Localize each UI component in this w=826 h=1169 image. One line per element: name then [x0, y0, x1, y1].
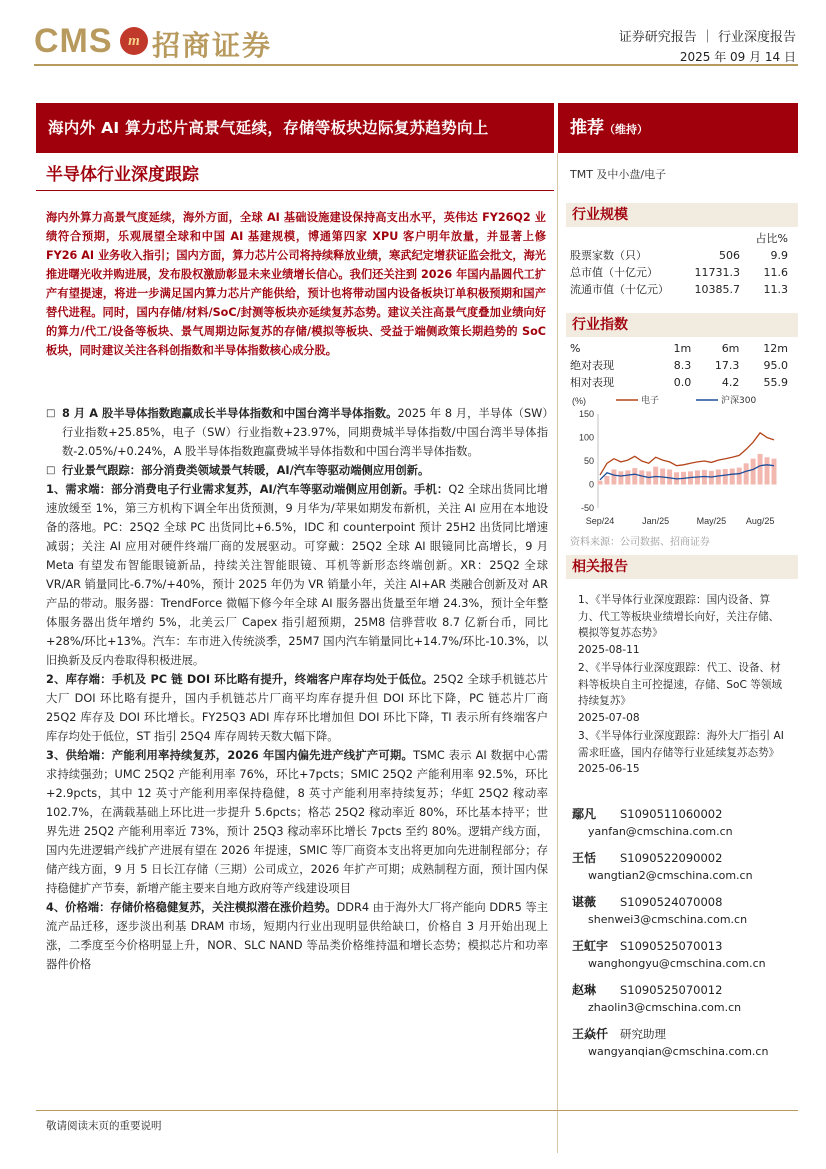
analyst-name: 赵琳: [572, 983, 597, 997]
related-report-item[interactable]: [578, 592, 784, 658]
index-row: [570, 374, 788, 391]
index-cell: 17.3: [714, 359, 740, 372]
analyst-email[interactable]: yanfan@cmschina.com.cn: [588, 825, 733, 838]
y-tick-label: 100: [578, 432, 594, 443]
index-cell: 0.0: [673, 376, 692, 389]
paragraph-lead: 3、供给端：产能利用率持续复苏，2026 年国内偏先进产线扩产可期。: [46, 749, 414, 762]
analyst-list: [572, 805, 792, 1069]
related-reports-heading: 相关报告: [566, 555, 798, 579]
scale-cell: 流通市值（十亿元）: [570, 283, 669, 296]
excess-bar: [730, 469, 735, 485]
report-subtitle: 半导体行业深度跟踪: [46, 165, 199, 185]
scale-cell: 11.3: [763, 283, 788, 296]
legend-label: 电子: [641, 396, 660, 406]
excess-bar: [604, 476, 609, 484]
index-cell: 55.9: [763, 376, 788, 389]
paragraph-text: 2025 年 8 月，半导体（SW）行业指数+25.85%，电子（SW）行业指数+23.97%，同期费城半导体指数/中国台湾半导体指数-2.05%/+0.24%，A 股半导体指数跑赢费城半导体指数和中国台湾半导体指数。: [62, 407, 548, 458]
header-divider: [34, 64, 798, 66]
index-cell: 绝对表现: [570, 359, 614, 372]
excess-bar: [716, 469, 721, 484]
rating-badge: 推荐（维持）: [558, 103, 798, 153]
summary-paragraph: 海内外算力高景气度延续，海外方面，全球 AI 基础设施建设保持高支出水平，英伟达 FY26Q2 业绩符合预期，乐观展望全球和中国 AI 基建规模，博通第四家 XPU 客户明年放量，并显著上修 FY26 AI 业务收入指引；国内方面，算力芯片公司将持续释放业绩，寒武纪定增获证监会批文，海光推进曙光收并购进展，发布股权激励彰显未来业绩增长信心。我们还关注到 2026 年国内晶圆代工扩产有望提速，将进一步满足国内算力芯片产能供给，预计也将带动国内设备板块订单积极预期和国产替代进程。同时，国内存储/材料/SoC/封测等板块亦延续复苏态势。建议关注高景气度叠加业绩向好的算力/代工/设备等板块、景气周期边际复苏的存储/模拟等板块、受益于端侧政策长期趋势的 SoC 板块，同时建议关注各科创指数和半导体指数核心成分股。: [46, 211, 546, 357]
index-cell: 4.2: [721, 376, 740, 389]
y-tick-label: 150: [578, 409, 594, 419]
body-paragraph: [46, 480, 548, 670]
x-tick-label: Aug/25: [745, 516, 775, 526]
industry-scale-heading: 行业规模: [566, 203, 798, 227]
footer-note: 敬请阅读末页的重要说明: [46, 1120, 162, 1132]
sector-tag: TMT 及中小盘/电子: [570, 168, 667, 181]
column-divider: [557, 153, 558, 1153]
index-chart: [566, 392, 792, 532]
paragraph-lead: 1、需求端：部分消费电子行业需求复苏，AI/汽车等驱动端侧应用创新。手机：: [46, 483, 449, 496]
logo-cms: CMS: [34, 22, 113, 60]
index-header-cell: 6m: [721, 342, 740, 355]
body-paragraph: [46, 746, 548, 898]
index-row: [570, 357, 788, 374]
excess-bar: [751, 459, 756, 485]
scale-row: [570, 247, 788, 264]
paragraph-text: TSMC 表示 AI 数据中心需求持续强劲；UMC 25Q2 产能利用率 76%，环比+7pcts；SMIC 25Q2 产能利用率 92.5%，环比+2.9pcts，其中 12 英寸产能利用率保持稳健，8 英寸产能利用率持续复苏；华虹 25Q2 稼动率 102.7%，在满载基础上环比进一步提升 5.6pcts；格芯 25Q2 稼动率近 80%，环比基本持平；世界先进 25Q2 产能利用率近 73%，预计 25Q3 稼动率环比增长 7pcts 至约 80%。逻辑产线方面，国内先进逻辑产线扩产进展有望在 2026 年提速，SMIC 等厂商资本支出将更加向先进制程部分；存储产线方面，9 月 5 日长江存储（三期）公司成立，2026 年扩产可期；成熟制程方面，预计国内保持稳健扩产节奏，新增产能主要来自地方政府等产线建设项目: [46, 749, 548, 895]
report-title: 海内外 AI 算力芯片高景气延续，存储等板块边际复苏趋势向上: [36, 103, 554, 153]
body-paragraph: [46, 898, 548, 974]
analyst-email[interactable]: shenwei3@cmschina.com.cn: [588, 913, 748, 926]
x-tick-label: May/25: [696, 516, 727, 526]
excess-bar: [744, 463, 749, 484]
related-report-title: 2、《半导体行业深度跟踪：代工、设备、材料等板块自主可控提速，存储、SoC 等领域持续复苏》: [578, 662, 783, 707]
x-tick-label: Jan/25: [642, 516, 670, 526]
industry-index-table: [570, 340, 788, 391]
related-report-date: 2025-06-15: [578, 763, 640, 775]
footer-divider: [36, 1110, 798, 1111]
analyst-id: S1090525070012: [620, 983, 723, 997]
excess-bar: [639, 470, 644, 484]
excess-bar: [618, 471, 623, 484]
paragraph-text: DDR4 由于海外大厂将产能向 DDR5 等主流产品迁移，逐步淡出利基 DRAM 市场，短期内行业出现明显供给缺口，价格自 3 月开始出现上涨，二季度至今价格明显上升，NOR、SLC NAND 等品类价格维持温和增长态势；模拟芯片和功率器件价格: [46, 901, 548, 971]
excess-bar: [667, 469, 672, 484]
analyst-id: S1090524070008: [620, 895, 723, 909]
y-tick-label: -50: [580, 503, 594, 513]
excess-bar: [598, 481, 603, 485]
scale-unit: 占比%: [755, 232, 788, 245]
analyst-email[interactable]: wangyanqian@cmschina.com.cn: [588, 1045, 769, 1058]
analyst-email[interactable]: wangtian2@cmschina.com.cn: [588, 869, 753, 882]
analyst-entry: [572, 849, 792, 893]
analyst-id: 研究助理: [620, 1027, 666, 1041]
x-tick-label: Sep/24: [585, 516, 615, 526]
analyst-id: S1090511060002: [620, 807, 723, 821]
index-cell: 8.3: [673, 359, 692, 372]
excess-bar: [653, 467, 658, 485]
paragraph-lead: 2、库存端：手机及 PC 链 DOI 环比略有提升，终端客户库存均处于低位。: [46, 673, 434, 686]
scale-cell: 11.6: [763, 266, 788, 279]
scale-row: [570, 264, 788, 281]
excess-bar: [737, 468, 742, 485]
analyst-entry: [572, 893, 792, 937]
body-paragraph: [46, 670, 548, 746]
analyst-name: 王恬: [572, 851, 597, 865]
related-reports-list: [578, 592, 784, 780]
scale-cell: 11731.3: [694, 266, 740, 279]
related-report-date: 2025-07-08: [578, 711, 640, 724]
paragraph-text: 25Q2 全球手机链芯片大厂 DOI 环比略有提升，国内手机链芯片厂商平均库存提升但 DOI 环比下降，PC 链芯片厂商 25Q2 库存及 DOI 环比增长。FY25Q3 ADI 库存环比增加但 DOI 环比下降，TI 表示所有终端客户库存均处于低位，ST 指引 25Q4 库存周转天数大幅下降。: [46, 673, 549, 743]
index-cell: 95.0: [763, 359, 788, 372]
body-text: [46, 404, 548, 974]
analyst-name: 谌薇: [572, 895, 597, 909]
logo-mark-icon: m: [120, 27, 148, 55]
related-report-date: 2025-08-11: [578, 643, 640, 656]
subtitle-divider: [36, 190, 554, 191]
excess-bar: [765, 457, 770, 484]
paragraph-lead: 行业景气跟踪：部分消费类领域景气转暖，AI/汽车等驱动端侧应用创新。: [62, 464, 430, 477]
analyst-entry: [572, 1025, 792, 1069]
excess-bar: [723, 469, 728, 485]
scale-row: [570, 281, 788, 298]
paragraph-lead: 8 月 A 股半导体指数跑赢成长半导体指数和中国台湾半导体指数。: [62, 407, 398, 420]
analyst-name: 王焱仟: [572, 1027, 609, 1041]
paragraph-lead: 4、价格端：存储价格稳健复苏，关注模拟潜在涨价趋势。: [46, 901, 337, 914]
report-date: 2025 年 09 月 14 日: [679, 50, 796, 64]
index-header-cell: %: [570, 342, 581, 355]
analyst-entry: [572, 937, 792, 981]
index-header-cell: 12m: [763, 342, 788, 355]
industry-index-heading: 行业指数: [566, 313, 798, 337]
excess-bar: [625, 470, 630, 484]
analyst-email[interactable]: wanghongyu@cmschina.com.cn: [588, 957, 766, 970]
related-report-item[interactable]: [578, 728, 784, 778]
analyst-email[interactable]: zhaolin3@cmschina.com.cn: [588, 1001, 742, 1014]
excess-bar: [611, 469, 616, 484]
scale-cell: 总市值（十亿元）: [570, 266, 658, 279]
analyst-name: 鄢凡: [572, 807, 597, 821]
excess-bar: [758, 454, 763, 485]
related-report-title: 1、《半导体行业深度跟踪：国内设备、算力、代工等板块业绩增长向好，关注存储、模拟等复苏态势》: [578, 594, 780, 639]
analyst-entry: [572, 805, 792, 849]
scale-cell: 股票家数（只）: [570, 249, 647, 262]
scale-cell: 9.9: [770, 249, 788, 262]
body-paragraph: [46, 404, 548, 461]
analyst-name: 王虹宇: [572, 939, 609, 953]
legend-label: 沪深300: [721, 396, 757, 406]
y-tick-label: 50: [583, 456, 594, 466]
excess-bar: [632, 468, 637, 484]
paragraph-text: Q2 全球出货同比增速放缓至 1%，第三方机构下调全年出货预测，9 月华为/苹果如期发布新机，关注 AI 应用在本地设备的落地。PC：25Q2 全球 PC 出货同比+6.5%，IDC 和 counterpoint 预计 25H2 出货同比增速减弱；关注 AI 应用对硬件终端厂商的发展驱动。可穿戴：25Q2 全球 AI 眼镜同比高增长，9 月 Meta 有望发布智能眼镜新品，持续关注智能眼镜、耳机等新形态终端创新。XR：25Q2 全球 VR/AR 销量同比-6.7%/+40%，预计 2025 年仍为 VR 销量小年，关注 AI+AR 类融合创新及对 AR 产品的带动。服务器：TrendForce 微幅下修今年全球 AI 服务器出货量至年增 24.3%，预计全年整体服务器出货年增约 5%，北美云厂 Capex 指引超预期，25M8 信骅营收 8.7 亿新台币，同比+28%/环比+13%。汽车：车市进入传统淡季，25M7 国内汽车销量同比+14.7%/环比-10.3%，以旧换新及反内卷取得积极进展。: [46, 483, 549, 667]
chart-source: 资料来源：公司数据、招商证券: [570, 537, 710, 548]
index-cell: 相对表现: [570, 376, 614, 389]
analyst-id: S1090522090002: [620, 851, 723, 865]
body-paragraph: [46, 461, 548, 480]
y-axis-label: (%): [572, 396, 586, 406]
logo-chinese: 招商证券: [152, 29, 273, 62]
analyst-entry: [572, 981, 792, 1025]
industry-scale-table: [570, 230, 788, 298]
excess-bar: [772, 459, 777, 485]
analyst-id: S1090525070013: [620, 939, 723, 953]
scale-cell: 506: [719, 249, 740, 262]
y-tick-label: 0: [588, 479, 594, 490]
scale-cell: 10385.7: [694, 283, 740, 296]
related-report-title: 3、《半导体行业深度跟踪：海外大厂指引 AI 需求旺盛，国内存储等行业延续复苏态势》: [578, 730, 784, 759]
report-type: 证券研究报告 ｜ 行业深度报告: [618, 30, 796, 45]
index-header-cell: 1m: [673, 342, 692, 355]
related-report-item[interactable]: [578, 660, 784, 726]
excess-bar: [709, 471, 714, 485]
